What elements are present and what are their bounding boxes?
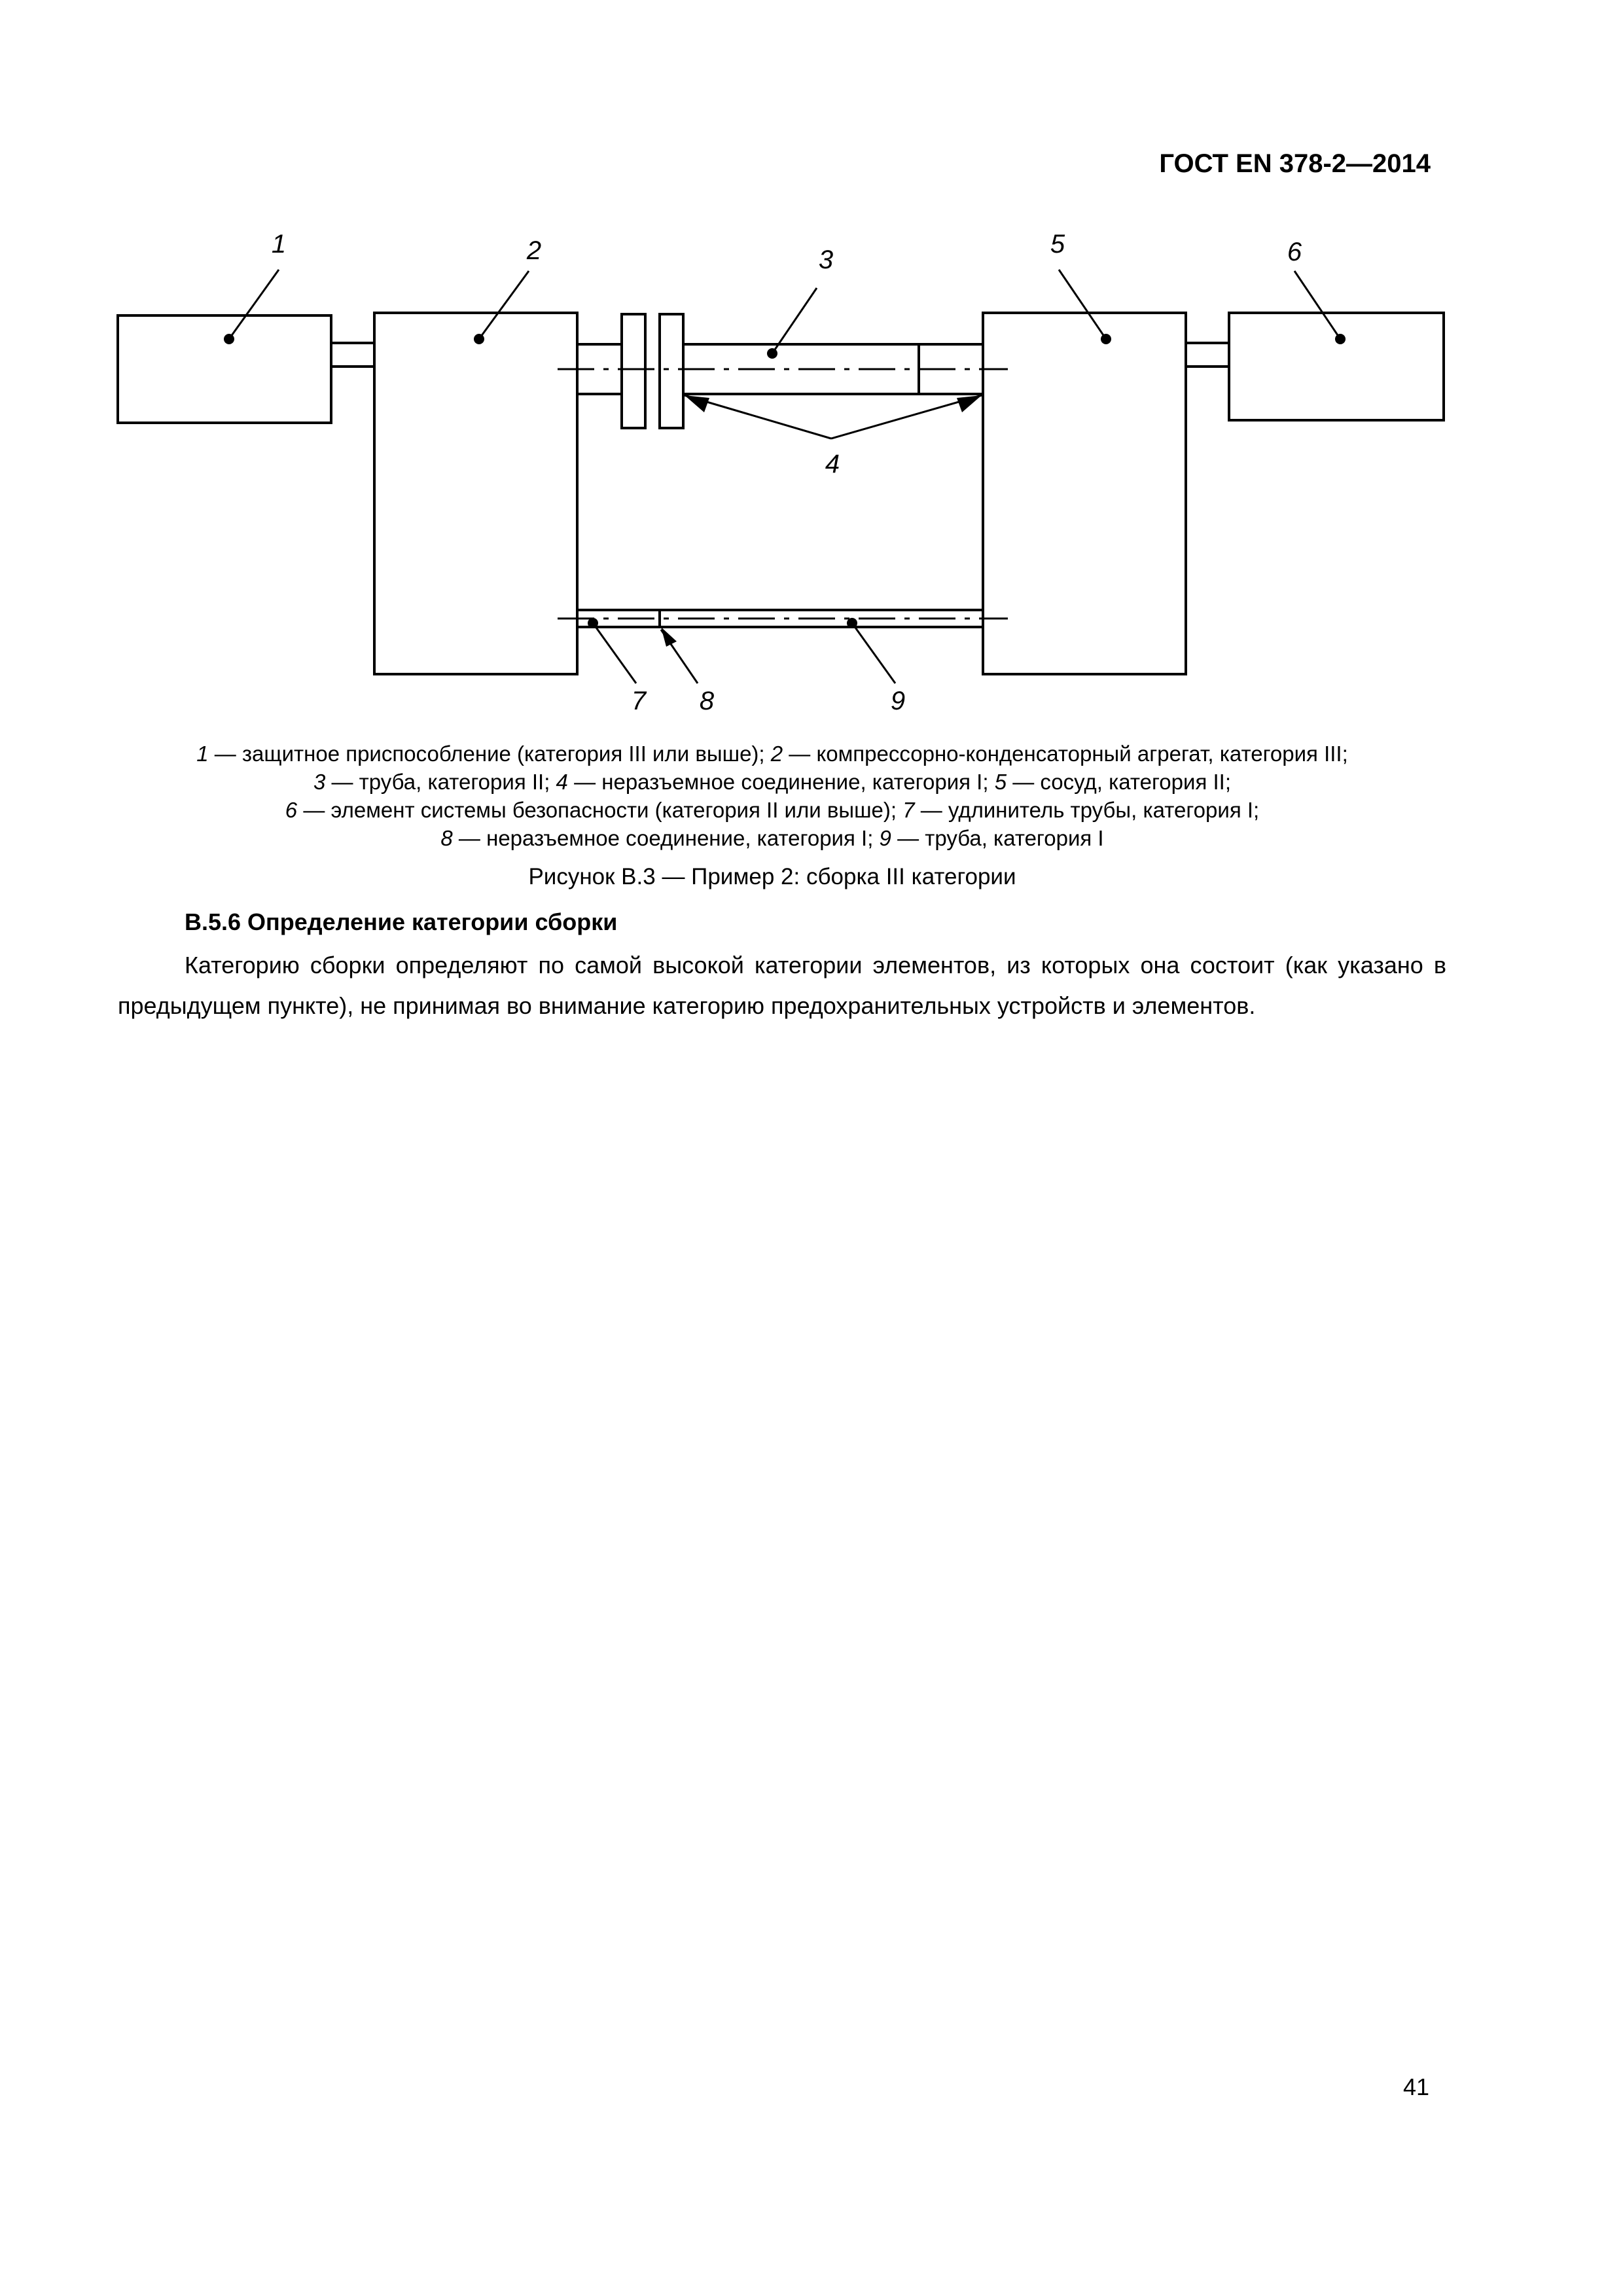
figure-caption: Рисунок B.3 — Пример 2: сборка III категории [528,864,1016,889]
leader-1 [229,270,279,339]
legend-number: 6 [285,798,298,822]
callout-2: 2 [526,236,542,265]
legend-number: 3 [313,770,326,794]
dot-3 [767,348,777,359]
dot-7 [588,618,598,628]
legend-number: 5 [994,770,1007,794]
section-heading: B.5.6 Определение категории сборки [185,908,618,935]
leader-5 [1059,270,1106,339]
figure-b3-diagram [0,0,1623,726]
legend-text: — удлинитель трубы, категория I; [914,798,1260,822]
callout-5: 5 [1050,230,1065,259]
legend-text: — сосуд, категория II; [1007,770,1231,794]
legend-number: 2 [770,742,783,766]
legend-text: — элемент системы безопасности (категория II или выше); [297,798,903,822]
leader-6 [1294,271,1340,339]
box-safety-element [1229,313,1444,420]
callout-1: 1 [271,230,287,259]
connector-1-2 [331,343,374,367]
leader-2 [479,271,529,339]
dot-6 [1335,334,1346,344]
leader-9 [852,623,895,683]
document-header: ГОСТ EN 378-2—2014 [1159,149,1431,178]
legend-line [118,740,1427,768]
page-number: 41 [1402,2073,1429,2100]
dot-2 [474,334,484,344]
legend-number: 8 [440,826,453,850]
arrow-8 [661,627,677,647]
figure-legend [118,740,1427,852]
callout-3: 3 [818,245,834,274]
legend-line [118,768,1427,796]
legend-line [118,824,1427,852]
dot-9 [847,618,857,628]
box-compressor-unit [374,313,577,674]
legend-text: — труба, категория I [891,826,1104,850]
legend-text: — компрессорно-конденсаторный агрегат, категория III; [783,742,1348,766]
section-paragraph: Категорию сборки определяют по самой высокой категории элементов, из которых она состоит (как указано в предыдущем пункте), не принимая во внимание категорию предохранительных устройств и элементов. [118,952,1446,1019]
flange-right [660,314,683,428]
legend-number: 7 [902,798,915,822]
callout-8: 8 [699,687,715,715]
arrow-4-right [957,395,982,412]
legend-text: — труба, категория II; [325,770,556,794]
callout-9: 9 [890,687,906,715]
legend-text: — защитное приспособление (категория III или выше); [208,742,771,766]
leader-7 [593,623,636,683]
legend-number: 4 [556,770,568,794]
dot-1 [224,334,234,344]
legend-line [118,796,1427,824]
callout-4: 4 [825,450,840,478]
connector-5-6 [1186,343,1229,367]
arrow-4-left [685,395,709,412]
callout-7: 7 [631,687,647,715]
box-protective-device [118,315,331,423]
legend-number: 1 [196,742,209,766]
legend-text: — неразъемное соединение, категория I; [452,826,880,850]
legend-number: 9 [879,826,891,850]
flange-left [622,314,645,428]
box-vessel [983,313,1186,674]
legend-text: — неразъемное соединение, категория I; [567,770,995,794]
dot-5 [1101,334,1111,344]
callout-6: 6 [1287,238,1302,266]
